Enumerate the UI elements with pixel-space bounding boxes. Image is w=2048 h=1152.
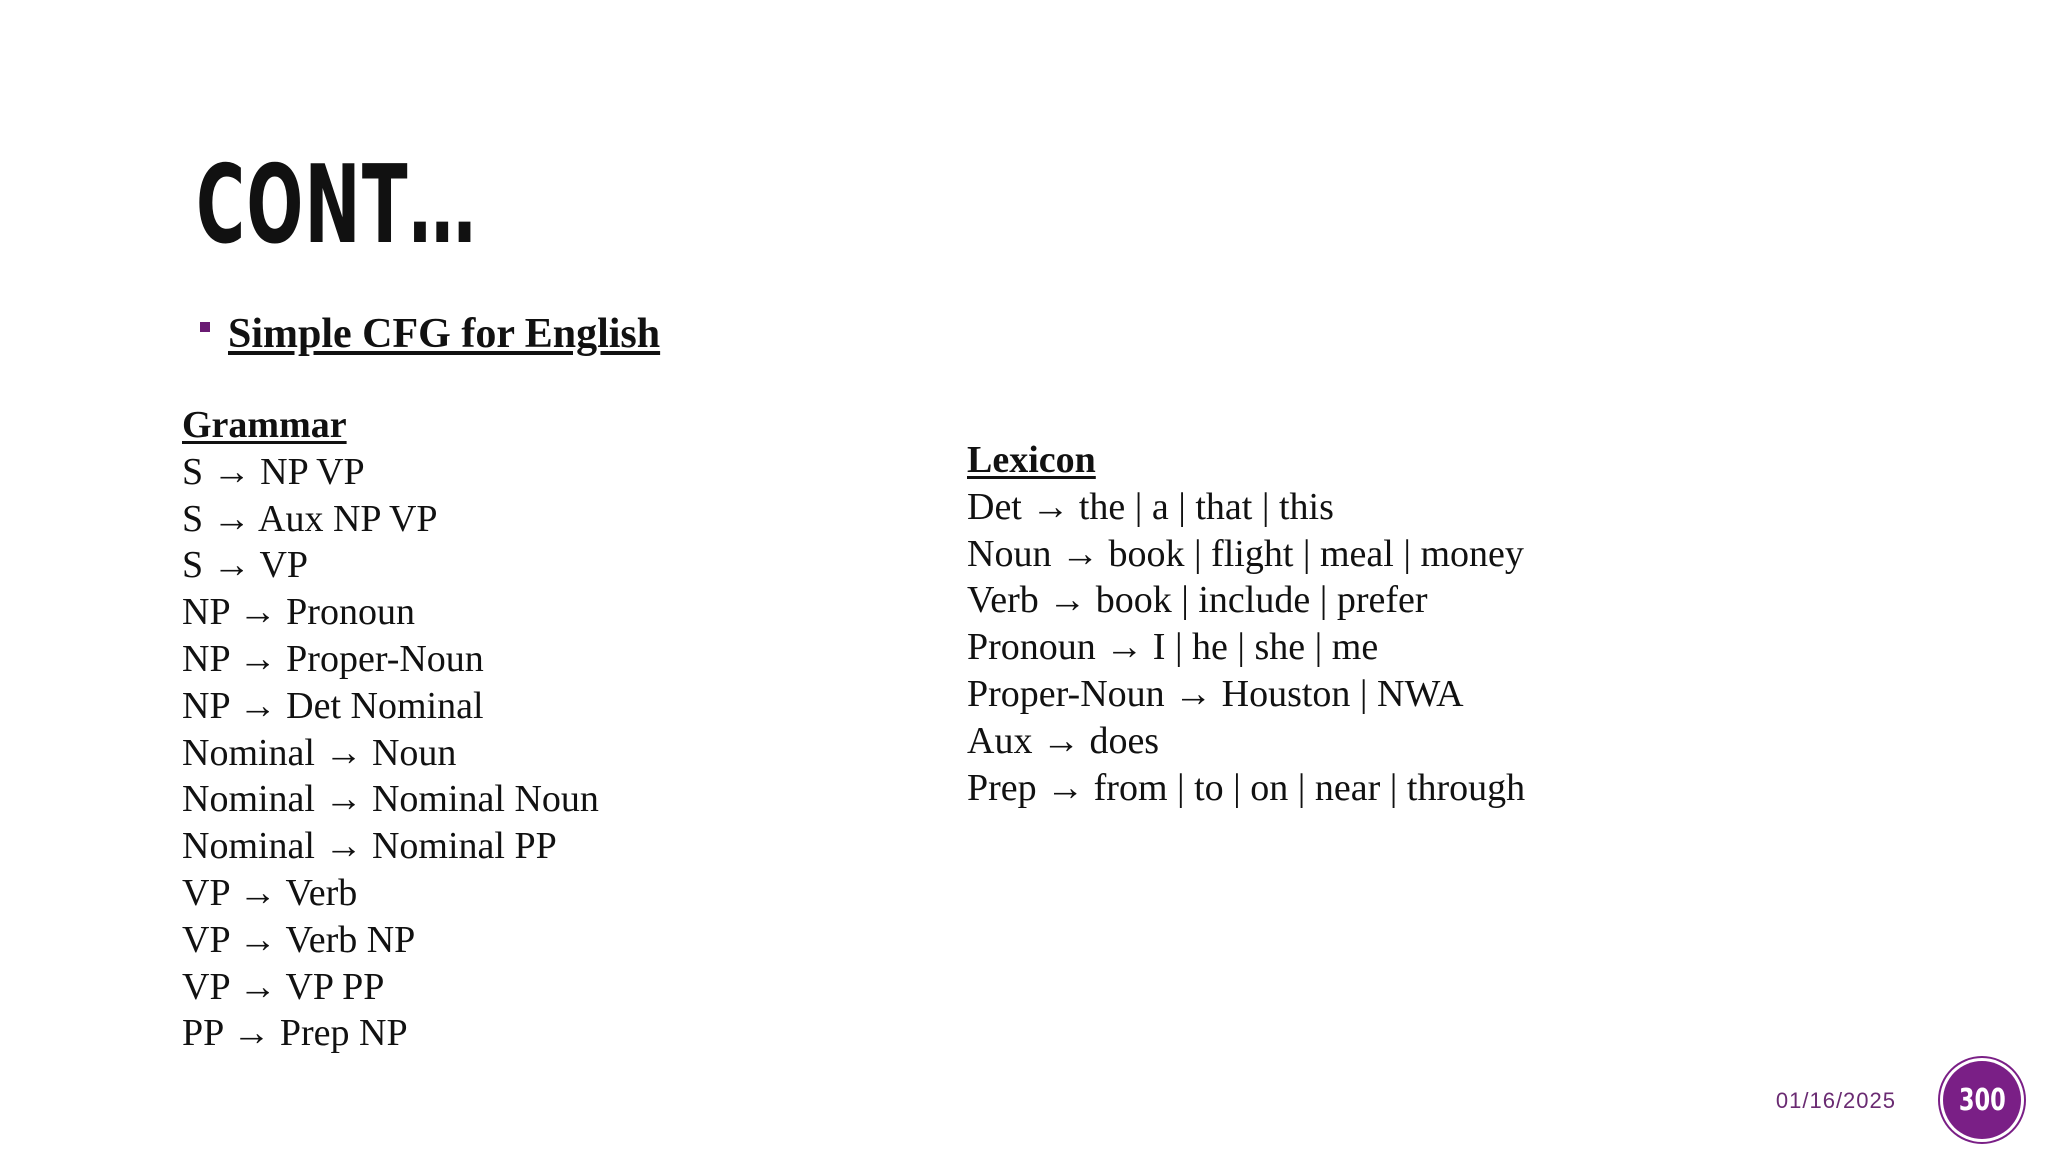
- grammar-rule: Nominal → Nominal PP: [182, 825, 557, 868]
- lexicon-rule: Noun → book | flight | meal | money: [967, 532, 1524, 575]
- grammar-rule: VP → VP PP: [182, 965, 385, 1008]
- lexicon-heading: Lexicon: [967, 439, 1096, 481]
- page-number: 300: [1958, 1082, 2006, 1118]
- bullet-text: Simple CFG for English: [228, 311, 661, 357]
- lexicon-rule: Prep → from | to | on | near | through: [967, 766, 1526, 809]
- lexicon-rule: Pronoun → I | he | she | me: [967, 626, 1379, 669]
- slide-date: 01/16/2025: [1775, 1088, 1896, 1113]
- grammar-column: [182, 402, 599, 1057]
- grammar-rule: VP → Verb: [182, 871, 358, 914]
- lexicon-rule: Det → the | a | that | this: [967, 485, 1334, 528]
- square-bullet-icon: [200, 322, 210, 332]
- page-number-badge: [1943, 1061, 2021, 1139]
- grammar-rule: S → Aux NP VP: [182, 497, 438, 540]
- grammar-heading: Grammar: [182, 404, 347, 446]
- grammar-rule: VP → Verb NP: [182, 918, 416, 961]
- lexicon-rule: Proper-Noun → Houston | NWA: [967, 672, 1464, 715]
- lexicon-column: [967, 437, 1525, 811]
- grammar-rule: NP → Proper-Noun: [182, 637, 484, 680]
- slide-title: CONT…: [196, 143, 477, 268]
- grammar-rule: S → VP: [182, 544, 309, 587]
- grammar-rule: S → NP VP: [182, 450, 365, 493]
- grammar-rule: Nominal → Noun: [182, 731, 457, 774]
- bullet-item: [200, 308, 660, 360]
- grammar-rule: NP → Det Nominal: [182, 684, 484, 727]
- lexicon-rule: Verb → book | include | prefer: [967, 579, 1428, 622]
- grammar-rule: NP → Pronoun: [182, 591, 415, 634]
- lexicon-rule: Aux → does: [967, 719, 1160, 762]
- grammar-rule: PP → Prep NP: [182, 1012, 408, 1055]
- grammar-rule: Nominal → Nominal Noun: [182, 778, 599, 821]
